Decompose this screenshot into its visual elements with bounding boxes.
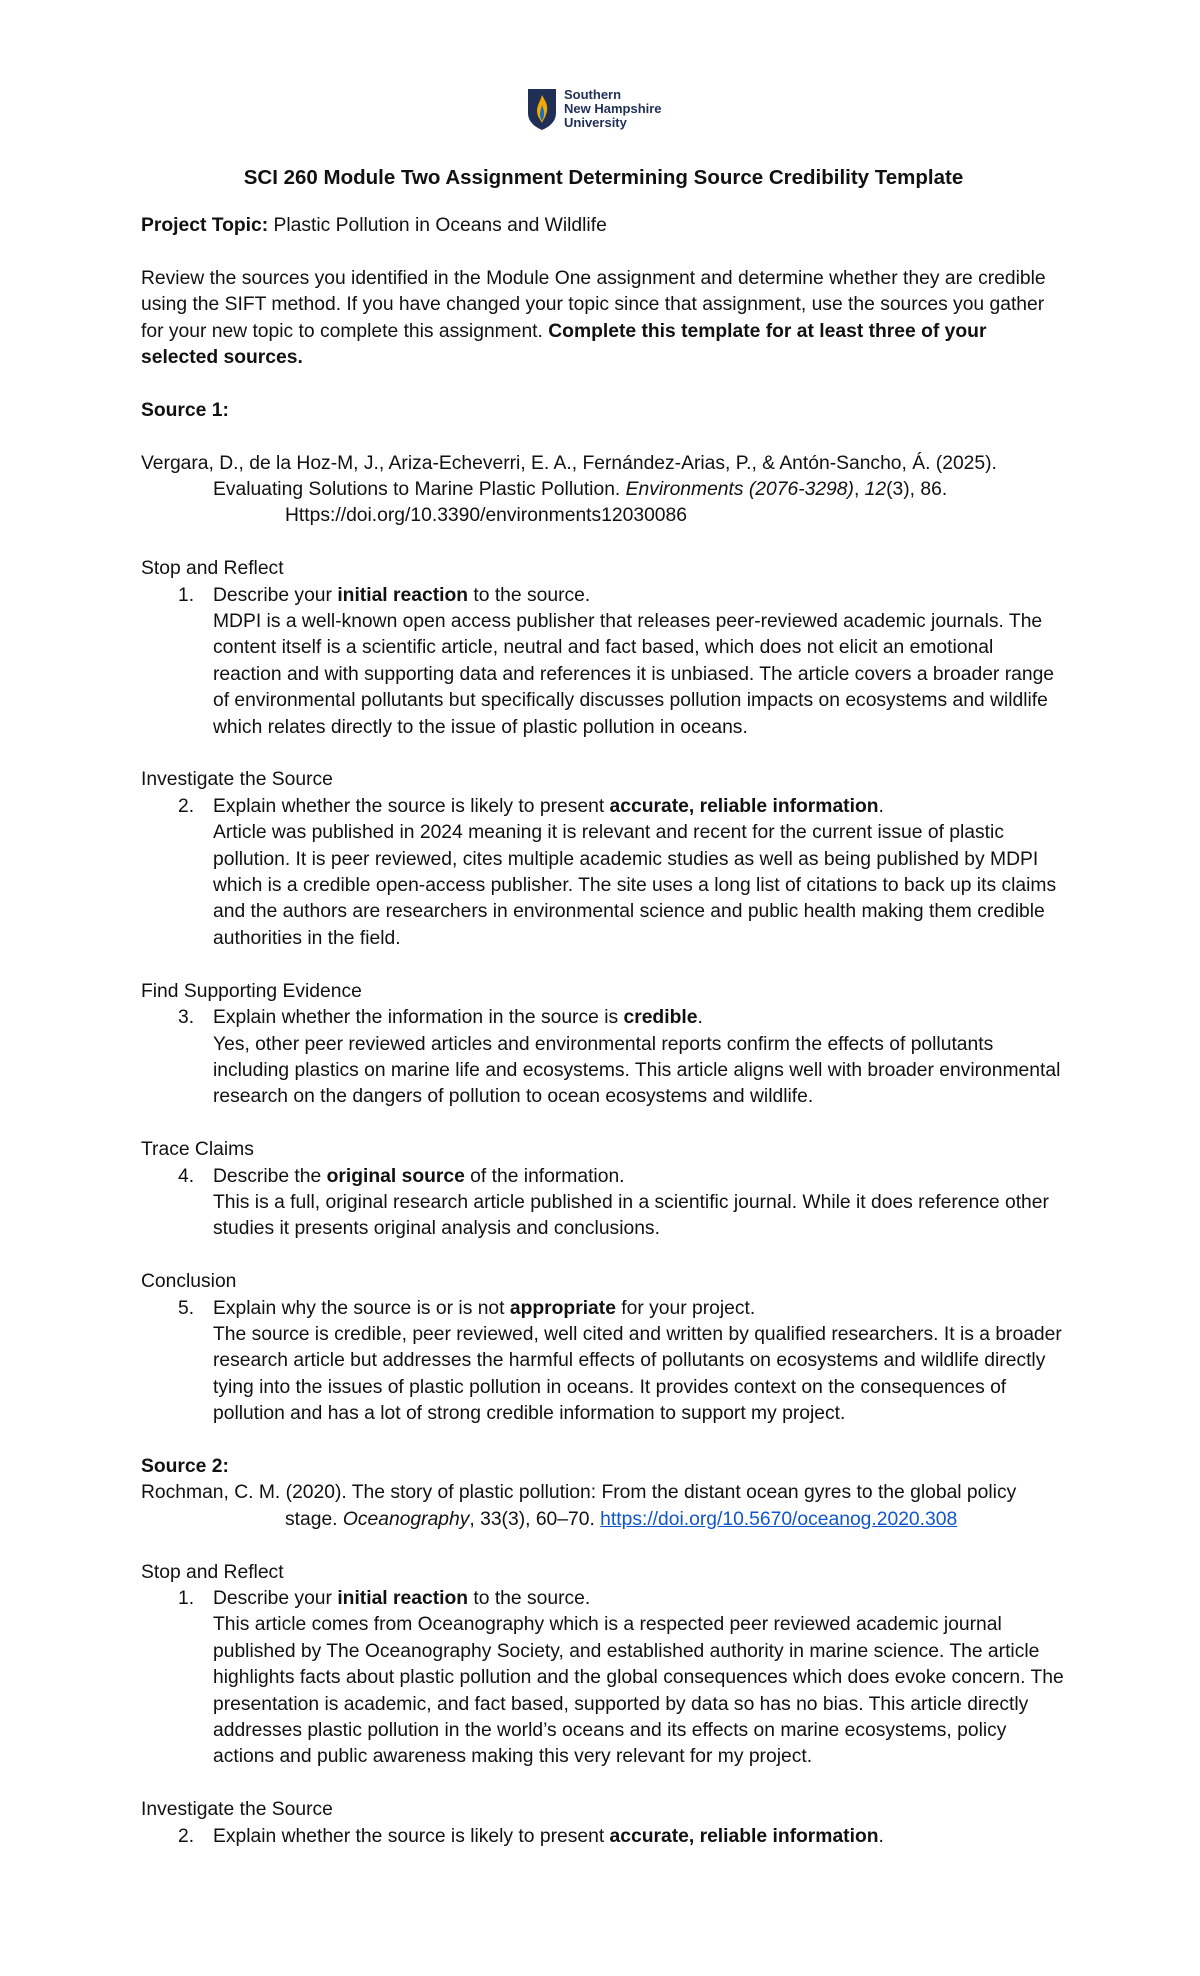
intro-instruction: Complete this template for at least three of your selected sources. <box>141 320 987 369</box>
question-item: 3. Explain whether the information in the source is credible. Yes, other peer reviewed articles and environmental reports confirm the effects of pollutants including plastics on marine life and ecosystems. This article aligns well with broader environmental research on the dangers of pollution to ocean ecosystems and wildlife. <box>141 1005 1066 1111</box>
source-1-citation: Vergara, D., de la Hoz-M, J., Ariza-Echeverri, E. A., Fernández-Arias, P., & Antón-Sancho, Á. (2025). Evaluating Solutions to Marine Plastic Pollution. Environments (2076-3298), 12(3), 86. Https://doi.org/10.3390/environments12030086 <box>141 451 1066 530</box>
section-heading: Investigate the Source <box>141 769 333 791</box>
question-prompt: Describe your initial reaction to the source. <box>213 1587 591 1609</box>
source-1-heading: Source 1: <box>141 399 229 421</box>
question-answer: MDPI is a well-known open access publisher that releases peer-reviewed academic journals. The content itself is a scientific article, neutral and fact based, which does not elicit an emotional reaction and with supporting data and references it is unbiased. The article covers a broader range of environmental pollutants but specifically discusses pollution impacts on ecosystems and wildlife which relates directly to the issue of plastic pollution in oceans. <box>213 611 1055 738</box>
question-item: 1. Describe your initial reaction to the source. This article comes from Oceanography which is a respected peer reviewed academic journal published by The Oceanography Society, and established authority in marine science. The article highlights facts about plastic pollution and the global consequences which does evoke concern. The presentation is academic, and fact based, supported by data so has no bias. This article directly addresses plastic pollution in the world’s oceans and its effects on marine ecosystems, policy actions and public awareness making this very relevant for my project. <box>141 1586 1066 1771</box>
question-item: 2. Explain whether the source is likely to present accurate, reliable information. <box>141 1824 1066 1850</box>
question-answer: This is a full, original research article published in a scientific journal. While it does reference other studies it presents original analysis and conclusions. <box>213 1191 1049 1240</box>
question-item: 2. Explain whether the source is likely to present accurate, reliable information. Article was published in 2024 meaning it is relevant and recent for the current issue of plastic pollution. It is peer reviewed, cites multiple academic studies as well as being published by MDPI which is a credible open-access publisher. The site uses a long list of citations to back up its claims and the authors are researchers in environmental science and public health making them credible authorities in the field. <box>141 794 1066 952</box>
question-prompt: Explain whether the information in the source is credible. <box>213 1007 703 1029</box>
question-prompt: Describe the original source of the information. <box>213 1165 625 1187</box>
logo-wordmark: Southern New Hampshire University <box>564 87 662 130</box>
project-topic-label: Project Topic: <box>141 215 269 236</box>
question-answer: The source is credible, peer reviewed, well cited and written by qualified researchers. It is a broader research article but addresses the harmful effects of pollutants on ecosystems and wildlife directly tying into the issues of plastic pollution in oceans. It provides context on the consequences of pollution and has a lot of strong credible information to support my project. <box>213 1323 1062 1425</box>
university-logo <box>526 86 696 132</box>
question-prompt: Explain whether the source is likely to present accurate, reliable information. <box>213 1825 884 1847</box>
question-item: 1. Describe your initial reaction to the source. MDPI is a well-known open access publisher that releases peer-reviewed academic journals. The content itself is a scientific article, neutral and fact based, which does not elicit an emotional reaction and with supporting data and references it is unbiased. The article covers a broader range of environmental pollutants but specifically discusses pollution impacts on ecosystems and wildlife which relates directly to the issue of plastic pollution in oceans. <box>141 583 1066 741</box>
document-title: SCI 260 Module Two Assignment Determining Source Credibility Template <box>243 166 964 189</box>
project-topic-value: Plastic Pollution in Oceans and Wildlife <box>273 215 607 236</box>
source-2-doi-link[interactable]: https://doi.org/10.5670/oceanog.2020.308 <box>600 1508 958 1530</box>
section-heading: Trace Claims <box>141 1139 254 1161</box>
intro-paragraph: Review the sources you identified in the Module One assignment and determine whether they are credible using the SIFT method. If you have changed your topic since that assignment, use the sources you gather for your new topic to complete this assignment. Complete this template for at least three of your selected sources. <box>141 267 1046 369</box>
question-item: 4. Describe the original source of the information. This is a full, original research article published in a scientific journal. While it does reference other studies it presents original analysis and conclusions. <box>141 1164 1066 1243</box>
source-2-citation: Rochman, C. M. (2020). The story of plastic pollution: From the distant ocean gyres to the global policy stage. Oceanography, 33(3), 60–70. https://doi.org/10.5670/oceanog.2020.308 <box>141 1482 1017 1530</box>
source-1-doi: Https://doi.org/10.3390/environments12030086 <box>285 505 687 527</box>
question-prompt: Explain why the source is or is not appropriate for your project. <box>213 1297 756 1319</box>
section-heading: Stop and Reflect <box>141 558 284 580</box>
question-prompt: Explain whether the source is likely to present accurate, reliable information. <box>213 795 884 817</box>
project-topic <box>141 213 1066 239</box>
flame-shield-icon <box>526 87 558 131</box>
section-heading: Stop and Reflect <box>141 1561 284 1583</box>
section-heading: Investigate the Source <box>141 1799 333 1821</box>
question-answer: Article was published in 2024 meaning it is relevant and recent for the current issue of plastic pollution. It is peer reviewed, cites multiple academic studies as well as being published by MDPI which is a credible open-access publisher. The site uses a long list of citations to back up its claims and the authors are researchers in environmental science and public health making them credible authorities in the field. <box>213 822 1057 949</box>
question-prompt: Describe your initial reaction to the source. <box>213 584 591 606</box>
section-heading: Find Supporting Evidence <box>141 980 362 1002</box>
question-answer: Yes, other peer reviewed articles and environmental reports confirm the effects of pollutants including plastics on marine life and ecosystems. This article aligns well with broader environmental research on the dangers of pollution to ocean ecosystems and wildlife. <box>213 1033 1061 1108</box>
question-item: 5. Explain why the source is or is not appropriate for your project. The source is credible, peer reviewed, well cited and written by qualified researchers. It is a broader research article but addresses the harmful effects of pollutants on ecosystems and wildlife directly tying into the issues of plastic pollution in oceans. It provides context on the consequences of pollution and has a lot of strong credible information to support my project. <box>141 1296 1066 1428</box>
document-body <box>141 164 1066 1850</box>
source-2-heading: Source 2: <box>141 1455 229 1477</box>
question-answer: This article comes from Oceanography which is a respected peer reviewed academic journal published by The Oceanography Society, and established authority in marine science. The article highlights facts about plastic pollution and the global consequences which does evoke concern. The presentation is academic, and fact based, supported by data so has no bias. This article directly addresses plastic pollution in the world’s oceans and its effects on marine ecosystems, policy actions and public awareness making this very relevant for my project. <box>213 1614 1064 1768</box>
section-heading: Conclusion <box>141 1271 237 1293</box>
